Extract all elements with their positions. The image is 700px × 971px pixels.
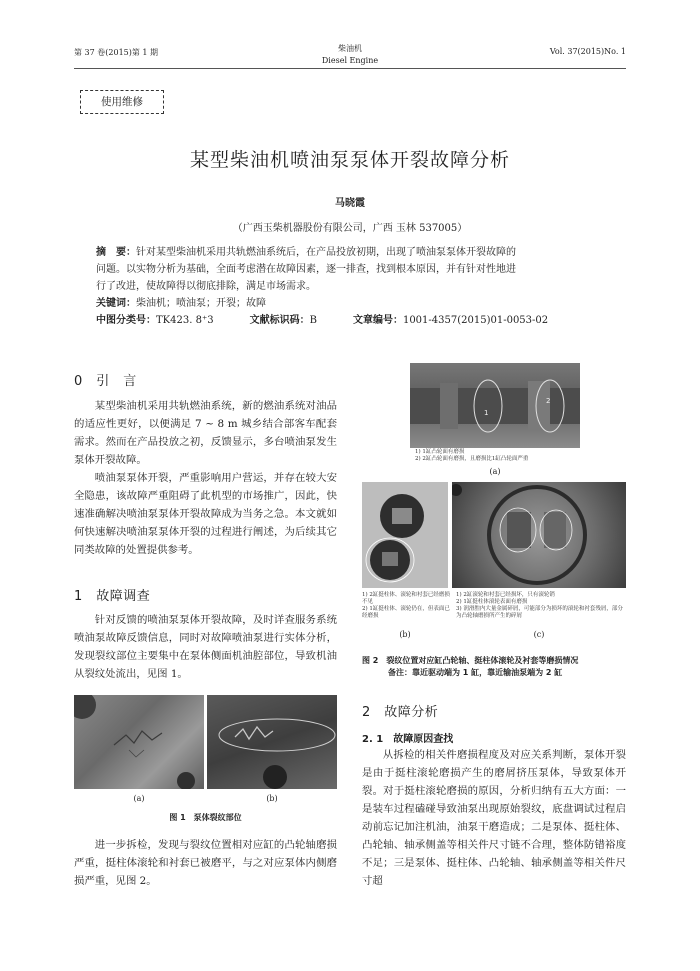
intro-body (74, 397, 337, 559)
tappet-photo-graphic (362, 482, 448, 588)
figure2-caption-note: 备注：靠近驱动端为 1 缸，靠近输油泵端为 2 缸 (388, 668, 563, 677)
figure2-marker-1: 1 (484, 409, 489, 417)
heading-cause-search: 2. 1 故障原因查找 (362, 734, 454, 745)
section-tag: 使用维修 (80, 90, 164, 114)
clc-number: TK423. 8⁺3 (156, 315, 214, 326)
figure1-sub-b: (b) (266, 794, 278, 803)
keywords-label: 关键词： (96, 298, 136, 309)
figure1-sub-a: (a) (133, 794, 145, 803)
figure2-a-notes: 1) 1缸凸轮面有磨损 2) 2缸凸轮面有磨损，且磨损比1缸凸轮面严重 (415, 449, 529, 462)
figure2-sub-b: (b) (399, 630, 411, 639)
figure2-photo-a (410, 363, 580, 448)
figure2-photo-c (452, 482, 626, 588)
article-number: 1001-4357(2015)01-0053-02 (402, 315, 549, 326)
journal-name-cn: 柴油机 (338, 44, 362, 53)
heading-fault-analysis: 2 故障分析 (362, 705, 439, 720)
keywords: 柴油机；喷油泵；开裂；故障 (136, 298, 266, 309)
header-divider (74, 68, 626, 69)
figure2-photo-b (362, 482, 448, 588)
classification-line: 中图分类号：TK423. 8⁺3 文献标识码：B 文章编号：1001-4357(2015)01-0053-02 (96, 315, 549, 326)
journal-name-en: Diesel Engine (321, 56, 379, 65)
figure2-marker-2: 2 (546, 397, 551, 405)
running-header-volume: 第 37 卷(2015)第 1 期 (74, 48, 159, 57)
figure2-sub-c: (c) (533, 630, 545, 639)
figure1-photo-a (74, 695, 204, 789)
running-header-journal (300, 43, 400, 67)
author: 马晓霞 (335, 198, 365, 209)
figure2-caption (362, 655, 626, 679)
heading-introduction: 0 引 言 (74, 374, 137, 389)
figure1-caption: 图 1 泵体裂纹部位 (169, 813, 242, 822)
intro-paragraph-2: 喷油泵泵体开裂，严重影响用户营运，并存在较大安全隐患，该故障严重阻碍了此机型的市场推广，因此，快速准确解决喷油泵泵体开裂故障成为当务之急。本文就如何快速解决喷油泵泵体开裂的过程进行阐述，为后续其它同类故障的处置提供参考。 (74, 472, 337, 556)
intro-paragraph-1: 某型柴油机采用共轨燃油系统，新的燃油系统对油品的适应性更好，以便满足 7 ~ 8 m 城乡结合部客车配套需求。然而在产品投放之初，反馈显示，多台喷油泵发生泵体开裂故障。 (74, 400, 337, 466)
abstract-line-3: 行了改进，使故障得以彻底排除，满足市场需求。 (96, 281, 316, 292)
figure2-c-notes: 1) 2缸滚轮和衬套已经损坏，只有滚轮销 2) 1缸挺柱体滚轮表面有磨损 3) 润滑腔内大量金属碎屑，可能部分为损坏的滚轮和衬套残屑，部分为凸轮轴磨损所产生的碎屑 (456, 592, 623, 619)
crack-photo-a-graphic (74, 695, 204, 789)
figure2-sub-a: (a) (489, 467, 501, 476)
section21-body (362, 746, 626, 890)
section21-paragraph-1: 从拆检的相关件磨损程度及对应关系判断，泵体开裂是由于挺柱滚轮磨损产生的磨屑挤压泵体，导致泵体开裂。对于挺柱滚轮磨损的原因，分析归纳有五大方面：一是装车过程磕碰导致油泵出现原始裂纹，底盘调试过程启动前忘记加注机油，油泵干磨造成；二是泵体、挺柱体、凸轮轴、轴承侧盖等相关件尺寸链不合理，整体防错裕度不足；三是泵体、挺柱体、凸轮轴、轴承侧盖等相关件尺寸超 (362, 749, 626, 887)
affiliation: （广西玉柴机器股份有限公司，广西 玉林 537005） (232, 223, 468, 234)
camshaft-photo-graphic (410, 363, 580, 448)
section1-paragraph-1: 针对反馈的喷油泵泵体开裂故障，及时详查服务系统喷油泵故障反馈信息，同时对故障喷油泵进行实体分析，发现裂纹部位主要集中在泵体侧面机油腔部位，导致机油从裂纹处流出，见图 1。 (74, 614, 337, 680)
pump-cavity-photo-graphic (452, 482, 626, 588)
running-header-volume-en: Vol. 37(2015)No. 1 (549, 47, 626, 56)
figure1-photo-b (207, 695, 337, 789)
figure2-caption-title: 图 2 裂纹位置对应缸凸轮轴、挺柱体滚轮及衬套等磨损情况 (362, 656, 579, 665)
abstract-line-1: 摘 要：针对某型柴油机采用共轨燃油系统后，在产品投放初期，出现了喷油泵泵体开裂故障的 (96, 247, 516, 258)
abstract-label: 摘 要： (96, 247, 136, 258)
article-title: 某型柴油机喷油泵泵体开裂故障分析 (189, 149, 510, 171)
section1-body-cont (74, 836, 337, 890)
doc-code: B (309, 315, 317, 326)
section1-body (74, 611, 337, 683)
abstract-line-2: 问题。以实物分析为基础，全面考虑潜在故障因素，逐一排查，找到根本原因，并有针对性地进 (96, 264, 516, 275)
crack-photo-b-graphic (207, 695, 337, 789)
keywords-line (96, 295, 616, 312)
abstract-block (96, 244, 616, 329)
figure2-b-notes: 1) 2缸挺柱体、滚轮和衬套已经磨损不见 2) 1缸挺柱体、滚轮仍在，但表面已经磨损 (362, 592, 450, 619)
section1-paragraph-2: 进一步拆检，发现与裂纹位置相对应缸的凸轮轴磨损严重，挺柱体滚轮和衬套已被磨平，与之对应泵体内侧磨损严重，见图 2。 (74, 839, 337, 887)
heading-fault-investigation: 1 故障调查 (74, 589, 151, 604)
